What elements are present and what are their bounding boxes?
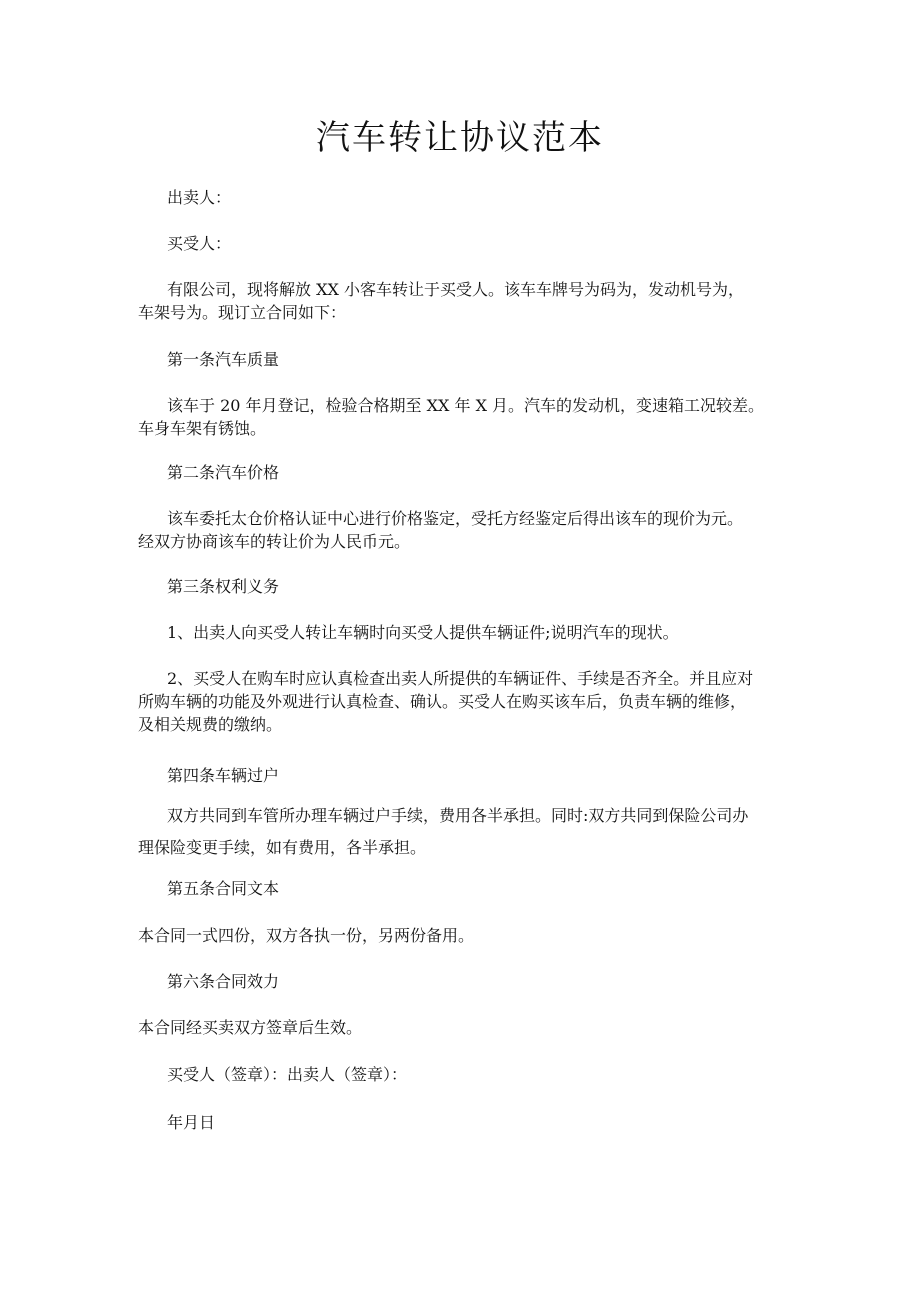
article-2-heading: 第二条汽车价格 (167, 463, 280, 482)
article-6-heading: 第六条合同效力 (167, 972, 280, 991)
article-1-paragraph (138, 394, 798, 440)
article-3-heading: 第三条权利义务 (167, 577, 280, 596)
article-3-item-2 (138, 667, 798, 736)
article-6-text: 本合同经买卖双方签章后生效。 (138, 1018, 363, 1037)
article-4-line-2: 理保险变更手续，如有费用，各半承担。 (138, 838, 427, 857)
document-title: 汽车转让协议范本 (316, 118, 604, 158)
article-5-text: 本合同一式四份，双方各执一份，另两份备用。 (138, 926, 475, 945)
article-2-line-1: 该车委托太仓价格认证中心进行价格鉴定，受托方经鉴定后得出该车的现价为元。 (167, 509, 744, 528)
article-4-line-1: 双方共同到车管所办理车辆过户手续，费用各半承担。同时:双方共同到保险公司办 (167, 806, 749, 825)
article-3-item-2-line-3: 及相关规费的缴纳。 (138, 715, 283, 734)
article-1-line-1: 该车于 20 年月登记，检验合格期至 XX 年 X 月。汽车的发动机，变速箱工况较差。 (167, 396, 765, 415)
article-3-item-2-line-1: 2、买受人在购车时应认真检查出卖人所提供的车辆证件、手续是否齐全。并且应对 (167, 669, 754, 688)
article-3-item-2-line-2: 所购车辆的功能及外观进行认真检查、确认。买受人在购买该车后，负责车辆的维修， (138, 692, 747, 711)
article-5-heading: 第五条合同文本 (167, 879, 280, 898)
article-2-line-2: 经双方协商该车的转让价为人民币元。 (138, 532, 411, 551)
article-1-line-2: 车身车架有锈蚀。 (138, 419, 267, 438)
intro-line-2: 车架号为。现订立合同如下： (138, 303, 347, 322)
date-line: 年月日 (167, 1113, 216, 1132)
article-4-heading: 第四条车辆过户 (167, 766, 280, 785)
article-4-paragraph (138, 800, 798, 864)
intro-line-1: 有限公司，现将解放 XX 小客车转让于买受人。该车车牌号为码为，发动机号为， (167, 280, 744, 299)
signature-line: 买受人（签章）：出卖人（签章）： (167, 1065, 408, 1084)
article-1-heading: 第一条汽车质量 (167, 350, 280, 369)
buyer-label: 买受人： (167, 234, 232, 253)
seller-label: 出卖人： (167, 188, 232, 207)
article-3-item-1: 1、出卖人向买受人转让车辆时向买受人提供车辆证件;说明汽车的现状。 (167, 623, 679, 642)
article-2-paragraph (138, 507, 798, 553)
intro-paragraph (138, 278, 798, 324)
